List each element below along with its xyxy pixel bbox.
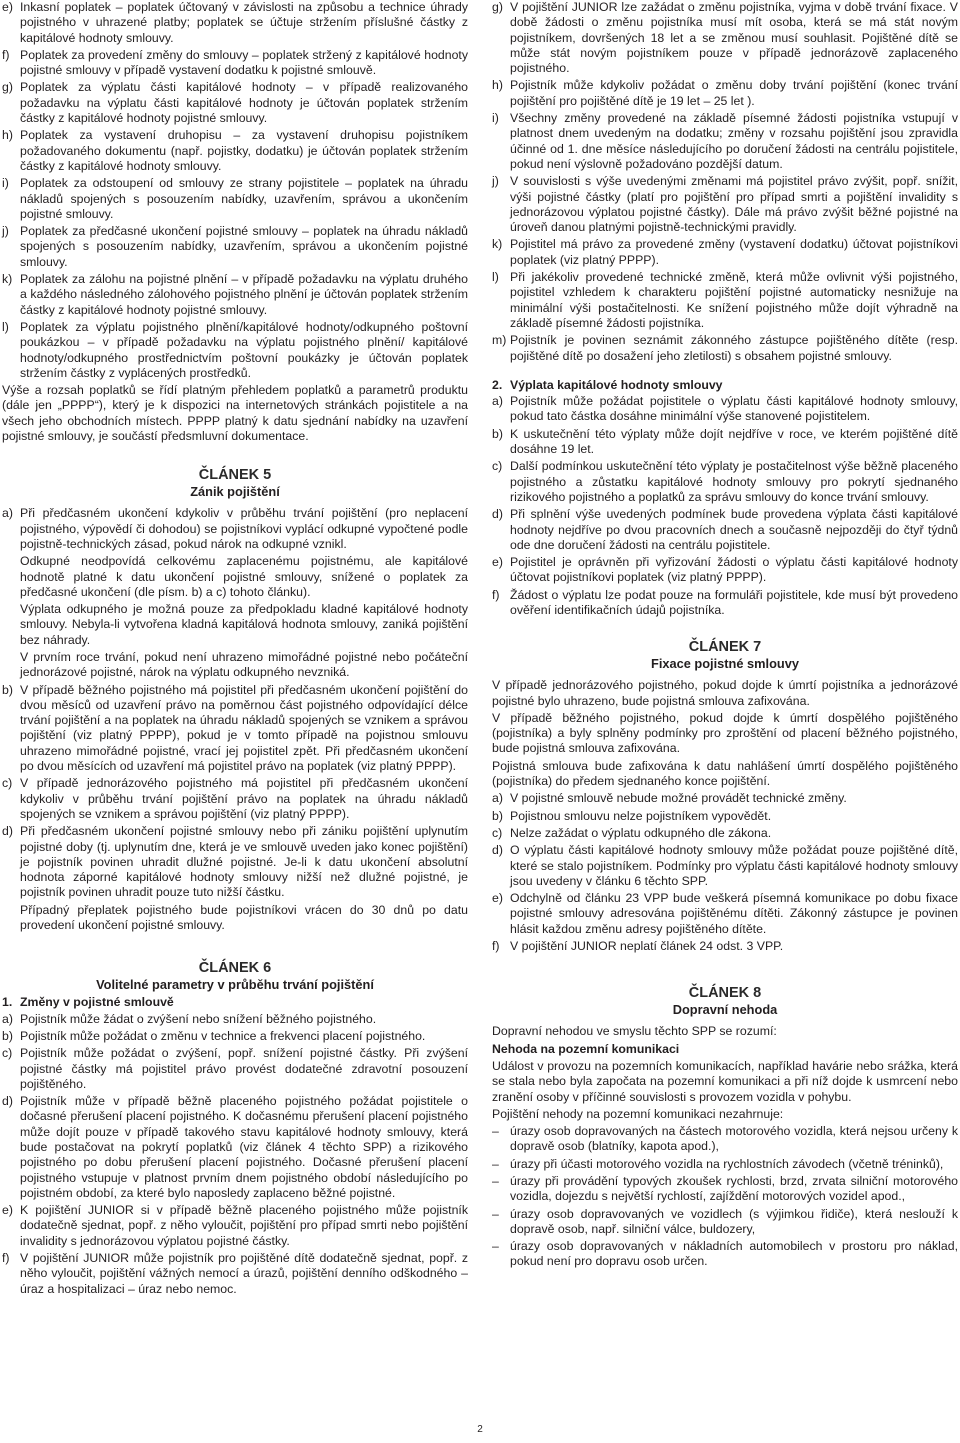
article-6-item-text: V pojištění JUNIOR může pojistník pro pojištěné dítě dodatečně sjednat, popř. z něho vyloučit, pojištění vážných nemocí a úrazů, pojištění denního odškodného – úraz a hospitalizaci – úraz nebo nemoc.: [20, 1251, 468, 1296]
article-6-list: [2, 1012, 468, 1297]
exclusion-item: [492, 1157, 958, 1172]
change-item-text: V pojištění JUNIOR lze zažádat o změnu pojistníka, vyjma v době trvání fixace. V době žádosti o změnu pojistníka musí mít osoba, která se má stát novým pojistníkem, dovršených 18 let a se změnou musí souhlasit. Pojištěné dítě se může stát novým pojistníkem pouze v případě jednorázově zaplaceného pojistného.: [510, 0, 958, 76]
fee-item: [2, 176, 468, 222]
article-6-item-text: K pojištění JUNIOR si v případě běžně placeného pojistného může pojistník dodatečně sjednat, popř. z něho vyloučit, pojištění pro případ smrti nebo pojištění invalidity s jednorázovou výplatou pojistné částky.: [20, 1203, 468, 1248]
fee-item-marker: i): [2, 176, 9, 191]
fee-item-text: Poplatek za odstoupení od smlouvy ze strany pojistitele – poplatek na úhradu nákladů spojených s posouzením nabídky, uzavřením, správou a ukončením pojistné smlouvy.: [20, 176, 468, 221]
article-7-item-marker: a): [492, 791, 503, 806]
article-6-item-text: Pojistník může v případě běžně placeného pojistného požádat pojistitele o dočasné přerušení placení pojistného. K dočasnému přerušení placení pojistného může dojít pouze v případě takového stavu kapitálové hodnoty smlouvy, která bude postačovat na pokrytí poplatků (viz článek 4 těchto SPP) a rizikového pojistného po dobu přerušení placení pojistného. Dočasné přerušení placení pojistného vstupuje v platnost prvním dnem pojistného období následujícího po pojistném období, za které bylo naposledy zaplaceno běžné pojistné.: [20, 1094, 468, 1200]
change-item-text: Pojistník může kdykoliv požádat o změnu doby trvání pojištění (konec trvání pojištění pro pojištěné dítě je 19 let – 25 let ).: [510, 78, 958, 108]
section-2-item: [492, 459, 958, 505]
section-2-item-text: Pojistník může požádat pojistitele o výplatu části kapitálové hodnoty smlouvy, pokud tato částka dosáhne minimální výše stanovené pojistitelem.: [510, 394, 958, 424]
right-column: [492, 0, 958, 1272]
exclusion-item-text: úrazy osob dopravovaných na částech motorového vozidla, která nejsou určeny k dopravě osob (blatníky, kapota apod.),: [510, 1124, 958, 1154]
exclusion-item-text: úrazy při účasti motorového vozidla na rychlostních závodech (včetně tréninků),: [510, 1156, 944, 1171]
article-7-para-3: Pojistná smlouva bude zafixována k datu nahlášení úmrtí dospělého pojištěného (pojistníka) do předem sjednaného konce pojištění.: [492, 758, 958, 789]
article-7-para-1: V případě jednorázového pojistného, pokud dojde k úmrtí pojistníka a jednorázové pojistné bylo uhrazeno, bude pojistná smlouva zafixována.: [492, 678, 958, 708]
article-7-item: [492, 891, 958, 937]
page-number: 2: [477, 1424, 483, 1435]
article-8-para-2: Událost v provozu na pozemních komunikacích, například havárie nebo srážka, která se stala nebo byla započata na pozemní komunikaci a při níž dojde k usmrcení nebo zranění osoby v příčinné souvislosti s provozem vozidla v pohybu.: [492, 1058, 958, 1104]
exclusion-item: [492, 1239, 958, 1270]
fee-item-text: Poplatek za vystavení druhopisu – za vystavení druhopisu pojistníkem požadovaného dokumentu (např. pojistky, dodatku) je účtován poplatek stržením částky z kapitálové hodnoty smlouvy.: [20, 128, 468, 173]
article-7-item: [492, 791, 958, 806]
article-6-item: [2, 1203, 468, 1249]
fee-item-marker: e): [2, 0, 13, 14]
article-6-item-text: Pojistník může požádat o změnu v technice a frekvenci placení pojistného.: [20, 1028, 426, 1043]
exclusion-item: [492, 1174, 958, 1205]
change-item-text: V souvislosti s výše uvedenými změnami má pojistitel právo zvýšit, popř. snížit, výši pojistné částky (platí pro pojištění pro případ smrti a pojištění invalidity s jednorázovou výplatou pojistné částky). Dále má právo zvýšit běžné pojistné na úroveň danou platnými pojistně-technickými pravidly.: [510, 174, 958, 235]
article-6-item: [2, 1251, 468, 1297]
article-8-title: ČLÁNEK 8: [688, 985, 762, 1002]
exclusion-item-marker: –: [492, 1239, 499, 1254]
article-6-title: ČLÁNEK 6: [198, 960, 272, 977]
fees-paragraph: Výše a rozsah poplatků se řídí platným přehledem poplatků a parametrů produktu (dále jen „PPPP“), který je k dispozici na internetových stránkách pojistitele a na všech jeho obchodních místech. PPPP platný k datu sjednání nabídky na uzavření pojistné smlouvy, je součástí předsmluvní dokumentace.: [2, 383, 468, 444]
article-6-item-marker: b): [2, 1028, 13, 1043]
section-2-item-marker: e): [492, 555, 503, 570]
article-7-item: [492, 939, 958, 954]
article-7-para-2: V případě běžného pojistného, pokud dojde k úmrtí dospělého pojištěného (pojistníka) a byly splněny podmínky pro zproštění od placení běžného pojistného, bude pojistná smlouva zafixována.: [492, 710, 958, 756]
article-6-item: [2, 1029, 468, 1044]
article-6-item: [2, 1046, 468, 1092]
fee-list: [2, 0, 468, 381]
fee-item-marker: h): [2, 128, 13, 143]
exclusion-item-text: úrazy osob dopravovaných ve vozidlech (s výjimkou řidiče), která neslouží k dopravě osob, např. silniční válce, buldozery,: [510, 1206, 958, 1236]
article-8-exclusions-list: [492, 1124, 958, 1270]
fee-item-text: Poplatek za výplatu části kapitálové hodnoty – v případě realizovaného požadavku na výplatu části kapitálové hodnoty je účtován poplatek stržením částky z kapitálové hodnoty pojistné smlouvy.: [20, 80, 468, 126]
exclusion-item-marker: –: [492, 1174, 499, 1188]
article-6-item-text: Pojistník může žádat o zvýšení nebo snížení běžného pojistného.: [20, 1011, 377, 1026]
changes-list-continued: [492, 0, 958, 364]
section-2-item: [492, 394, 958, 425]
article-7-item-text: V pojištění JUNIOR neplatí článek 24 odst. 3 VPP.: [510, 939, 784, 954]
change-item: [492, 237, 958, 268]
article-7-item-marker: c): [492, 825, 503, 840]
article-6-item-marker: c): [2, 1046, 13, 1061]
change-item-marker: h): [492, 78, 503, 93]
article-5-item-b: b) V případě běžného pojistného má pojistitel při předčasném ukončení pojištění do dvou měsíců od uzavření právo na poměrnou část pojistného odpovídající délce trvání pojištění a na poplatek na úhradu nákladů spojených se vznikem a správou pojištění (viz platný PPPP), pokud je v tomto případě na pojistnou smlouvu uhrazeno mimořádné pojistné, vrací jej pojistitel zpět. Při předčasném ukončení po dvou měsících od uzavření má pojistitel právo na poplatek (viz platný PPPP).: [2, 682, 468, 774]
section-2-item-text: K uskutečnění této výplaty může dojít nejdříve v roce, ve kterém pojištěné dítě dosáhne 19 let.: [510, 426, 958, 457]
fee-item-text: Poplatek za výplatu pojistného plnění/kapitálové hodnoty/odkupného poštovní poukázkou – v případě požadavku na výplatu pojistného plnění/ kapitálové hodnoty/odkupného prostřednictvím poštovní poukázky je účtován poplatek stržením částky z vyplácených prostředků.: [20, 319, 468, 380]
article-5-item-a: a) Při předčasném ukončení kdykoliv v průběhu trvání pojištění (pro neplacení pojistného, výpovědí či dohodou) se pojistníkovi vyplácí odkupné vypočtené podle pojistně-technických zásad, pokud nárok na odkupné vznikl.: [2, 506, 468, 551]
fee-item: [2, 320, 468, 381]
change-item-marker: l): [492, 270, 499, 285]
section-2-list: [492, 394, 958, 618]
fee-item-marker: l): [2, 319, 9, 334]
article-6-item: [2, 1012, 468, 1027]
section-2-item: [492, 588, 958, 619]
article-5-item-c: c) V případě jednorázového pojistného má pojistitel při předčasném ukončení kdykoliv v průběhu trvání pojištění právo na poplatek na úhradu nákladů spojených se vznikem a správou pojištění (viz platný PPPP).: [2, 776, 468, 821]
change-item-marker: j): [492, 174, 499, 189]
article-5-subtitle: Zánik pojištění: [190, 484, 280, 500]
article-6-item-marker: d): [2, 1094, 13, 1109]
fee-item: [2, 80, 468, 126]
article-7-list: [492, 791, 958, 954]
article-7-item-marker: b): [492, 808, 503, 823]
article-6-subtitle: Volitelné parametry v průběhu trvání pojištění: [96, 977, 374, 993]
change-item-marker: k): [492, 237, 503, 252]
article-6-item-marker: e): [2, 1203, 13, 1218]
section-2-item-text: Při splnění výše uvedených podmínek bude provedena výplata části kapitálové hodnoty nejdříve po dvou pracovních dnech a současně nejpozději do čtyř týdnů ode dne doručení žádosti na centrálu pojistitele.: [510, 507, 958, 552]
change-item-marker: i): [492, 111, 499, 126]
section-2-item-marker: f): [492, 587, 500, 602]
fee-item-marker: j): [2, 224, 9, 239]
change-item-text: Pojistník je povinen seznámit zákonného zástupce pojištěného dítěte (resp. pojištěné dítě po dosažení jeho zletilosti) s obsahem pojistné smlouvy.: [510, 333, 958, 363]
article-7-item-text: Odchylně od článku 23 VPP bude veškerá písemná komunikace po dobu fixace pojistné smlouvy adresována pojištěnému dítěti. Zákonný zástupce je povinen hlásit každou změnu adresy pojištěného dítěte.: [510, 891, 958, 936]
fee-item-text: Poplatek za provedení změny do smlouvy – poplatek stržený z kapitálové hodnoty pojistné smlouvy v případě vystavení dodatku k pojistné smlouvě.: [20, 47, 468, 78]
change-item: [492, 78, 958, 109]
section-2-heading: 2. Výplata kapitálové hodnoty smlouvy: [492, 377, 723, 392]
section-2-item-marker: b): [492, 426, 503, 441]
article-6-item-marker: f): [2, 1251, 10, 1266]
article-7-item-text: Nelze zažádat o výplatu odkupného dle zákona.: [510, 825, 772, 840]
article-7-item: [492, 809, 958, 824]
change-item: [492, 270, 958, 331]
change-item: [492, 333, 958, 364]
fee-item-text: Poplatek za předčasné ukončení pojistné smlouvy – poplatek na úhradu nákladů spojených s posouzením nabídky, uzavřením, správou a ukončením pojistné smlouvy.: [20, 224, 468, 269]
article-7-item-marker: f): [492, 939, 500, 954]
article-5-d-para-1: Případný přeplatek pojistného bude pojistníkovi vrácen do 30 dnů po datu provedení ukončení pojistné smlouvy.: [20, 902, 468, 933]
section-2-item: [492, 427, 958, 458]
article-6-item: [2, 1094, 468, 1201]
article-7-item: [492, 843, 958, 889]
section-2-item-text: Žádost o výplatu lze podat pouze na formuláři pojistitele, kde musí být provedeno ověření identifikačních údajů pojistníka.: [510, 587, 958, 617]
article-5-a-para-3: V prvním roce trvání, pokud není uhrazeno mimořádné pojistné nebo počáteční jednorázové pojistné, nárok na výplatu odkupného nevzniká.: [20, 649, 468, 680]
exclusion-item-text: úrazy osob dopravovaných v nákladních automobilech v prostoru pro náklad, pokud není pro dopravu osob určen.: [510, 1239, 958, 1269]
section-2-item-marker: c): [492, 459, 503, 474]
article-7-item-marker: d): [492, 843, 503, 858]
change-item-text: Pojistitel má právo za provedené změny (vystavení dodatku) účtovat pojistníkovi poplatek (viz platný PPPP).: [510, 237, 958, 267]
fee-item-marker: g): [2, 80, 13, 95]
article-7-title: ČLÁNEK 7: [688, 639, 762, 656]
section-2-item-marker: d): [492, 507, 503, 522]
article-8-subtitle: Dopravní nehoda: [672, 1002, 778, 1018]
exclusion-item: [492, 1124, 958, 1155]
change-item-text: Při jakékoliv provedené technické změně, která může ovlivnit výši pojistného, pojistitel vzhledem k charakteru pojištění pojistné automaticky nesnižuje na minimální výši postačitelnosti. Ke snížení pojistného může dojít výhradně na základě písemné žádosti pojistníka.: [510, 270, 958, 330]
article-5-a-para-2: Výplata odkupného je možná pouze za předpokladu kladné kapitálové hodnoty smlouvy. Nebyla-li vytvořena kladná kapitálová hodnota smlouvy, zaniká pojištění bez náhrady.: [20, 602, 468, 647]
article-7-item-text: Pojistnou smlouvu nelze pojistníkem vypovědět.: [510, 808, 772, 823]
change-item-text: Všechny změny provedené na základě písemné žádosti pojistníka vstupují v platnost dnem uvedeným na dodatku; změny v rozsahu pojištění jsou zpravidla účinné od 1. dne měsíce následujícího po doručení žádosti na centrálu pojistitele, pokud není výslovně požadováno pozdější datum.: [510, 111, 958, 171]
exclusion-item-marker: –: [492, 1156, 499, 1171]
exclusion-item-marker: –: [492, 1124, 499, 1139]
article-7-item-text: O výplatu části kapitálové hodnoty smlouvy může požádat pouze pojištěné dítě, které se stalo pojistníkem. Podmínky pro výplatu části kapitálové hodnoty smlouvy jsou uvedeny v článku 6 těchto SPP.: [510, 843, 958, 888]
change-item: [492, 111, 958, 172]
fee-item-text: Inkasní poplatek – poplatek účtovaný v závislosti na způsobu a technice úhrady pojistného v uhrazené platby; poplatek se účtuje stržením příslušné částky z kapitálové hodnoty smlouvy.: [20, 0, 468, 45]
section-2-item: [492, 507, 958, 553]
article-5-item-d: d) Při předčasném ukončení pojistné smlouvy nebo při zániku pojištění uplynutím pojistné doby (tj. uplynutím dne, která je ve smlouvě uveden jako konec pojištění) je pojistník povinen uhradit dlužné pojistné. Je-li k datu ukončení absolutní hodnota záporné kapitálové hodnoty smlouvy nižší než dlužné pojistné, je pojistník povinen uhradit pouze tuto nižší částku.: [2, 824, 468, 900]
left-column: [2, 0, 468, 1299]
article-7-item-text: V pojistné smlouvě nebude možné provádět technické změny.: [510, 791, 847, 806]
exclusion-item-marker: –: [492, 1206, 499, 1221]
article-8-para-3: Pojištění nehody na pozemní komunikaci nezahrnuje:: [492, 1106, 784, 1121]
article-7-subtitle: Fixace pojistné smlouvy: [651, 656, 799, 672]
fee-item-marker: f): [2, 47, 10, 62]
article-5-title: ČLÁNEK 5: [198, 467, 272, 484]
article-6-item-marker: a): [2, 1011, 13, 1026]
article-5-a-para-1: Odkupné neodpovídá celkovému zaplacenému pojistnému, ale kapitálové hodnotě platné k datu ukončení pojistné smlouvy, snížené o poplatek za předčasné ukončení (dle písm. b) a c) tohoto článku).: [20, 554, 468, 599]
fee-item: [2, 128, 468, 174]
exclusion-item: [492, 1207, 958, 1238]
article-6-item-text: Pojistník může požádat o zvýšení, popř. snížení pojistné částky. Při zvýšení pojistné částky má pojistitel právo provést dodatečné zdravotní posouzení pojištěného.: [20, 1046, 468, 1091]
fee-item: [2, 272, 468, 318]
article-7-item-marker: e): [492, 891, 503, 906]
section-2-item-text: Pojistitel je oprávněn při vyřizování žádosti o výplatu části kapitálové hodnoty účtovat pojistníkovi poplatek (viz platný PPPP).: [510, 555, 958, 585]
fee-item: [2, 0, 468, 46]
section-2-item: [492, 555, 958, 586]
change-item-marker: g): [492, 0, 503, 14]
article-7-item: [492, 826, 958, 841]
exclusion-item-text: úrazy při provádění typových zkoušek rychlosti, brzd, zrvata silniční motorového vozidla, dojezdu s největší rychlostí, zajíždění motorových vozidel apod.,: [510, 1174, 958, 1204]
change-item-marker: m): [492, 333, 507, 348]
section-2-item-text: Další podmínkou uskutečnění této výplaty je postačitelnost výše běžně placeného pojistného a zůstatku kapitálové hodnoty smlouvy pro pokrytí sjednaného rizikového pojistného a poplatků za správu smlouvy do konce trvání smlouvy.: [510, 459, 958, 504]
fee-item: [2, 224, 468, 270]
article-6-section-1-heading: 1. Změny v pojistné smlouvě: [2, 995, 174, 1010]
article-8-heading: Nehoda na pozemní komunikaci: [492, 1041, 680, 1056]
fee-item-text: Poplatek za zálohu na pojistné plnění – v případě požadavku na výplatu druhého a každého následného zálohového pojistného plnění je účtován poplatek stržením částky z kapitálové hodnoty pojistné smlouvy.: [20, 272, 468, 317]
change-item: [492, 174, 958, 235]
fee-item: [2, 48, 468, 79]
article-8-para-1: Dopravní nehodou ve smyslu těchto SPP se rozumí:: [492, 1024, 777, 1039]
fee-item-marker: k): [2, 272, 13, 287]
change-item: [492, 0, 958, 76]
section-2-item-marker: a): [492, 394, 503, 409]
